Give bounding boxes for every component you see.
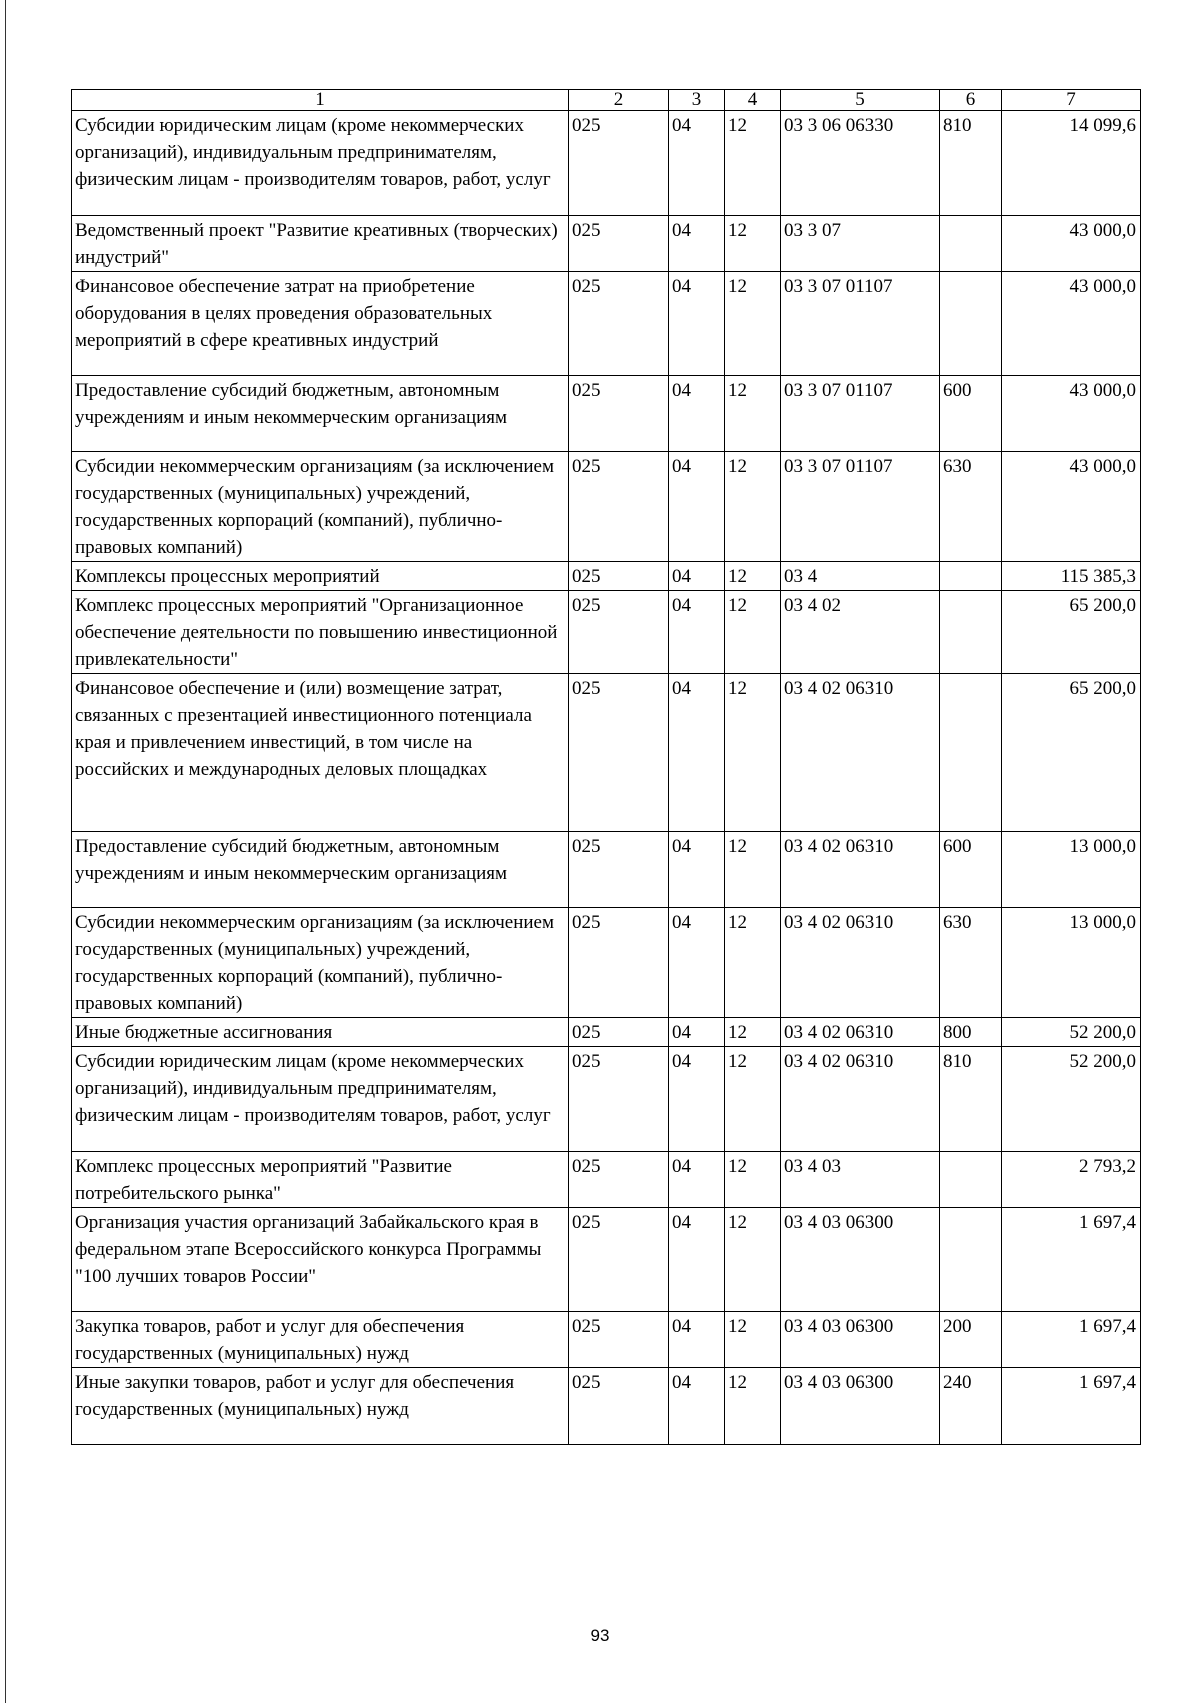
row-name-cell: Организация участия организаций Забайкальского края в федеральном этапе Всероссийского конкурса Программы "100 лучших товаров России" <box>72 1208 569 1312</box>
table-row <box>72 562 1141 591</box>
col4-cell: 12 <box>725 111 781 216</box>
col3-cell: 04 <box>669 216 725 272</box>
row-name-cell: Ведомственный проект "Развитие креативных (творческих) индустрий" <box>72 216 569 272</box>
col3-cell: 04 <box>669 376 725 452</box>
row-name-cell: Финансовое обеспечение затрат на приобретение оборудования в целях проведения образовательных мероприятий в сфере креативных индустрий <box>72 272 569 376</box>
row-name-cell: Комплекс процессных мероприятий "Развитие потребительского рынка" <box>72 1152 569 1208</box>
table-row <box>72 1152 1141 1208</box>
col4-cell: 12 <box>725 674 781 832</box>
row-name-cell: Иные закупки товаров, работ и услуг для обеспечения государственных (муниципальных) нужд <box>72 1368 569 1445</box>
col6-cell: 240 <box>940 1368 1002 1445</box>
amount-cell: 43 000,0 <box>1002 452 1141 562</box>
row-name-cell: Субсидии некоммерческим организациям (за исключением государственных (муниципальных) учреждений, государственных корпораций (компаний), публично-правовых компаний) <box>72 908 569 1018</box>
col4-cell: 12 <box>725 272 781 376</box>
col2-cell: 025 <box>569 1047 669 1152</box>
amount-cell: 1 697,4 <box>1002 1208 1141 1312</box>
row-name-cell: Комплексы процессных мероприятий <box>72 562 569 591</box>
code-cell: 03 4 02 06310 <box>781 1018 940 1047</box>
col6-cell: 810 <box>940 111 1002 216</box>
amount-cell: 52 200,0 <box>1002 1047 1141 1152</box>
col3-cell: 04 <box>669 908 725 1018</box>
column-header: 5 <box>781 90 940 111</box>
col3-cell: 04 <box>669 452 725 562</box>
column-header: 3 <box>669 90 725 111</box>
col3-cell: 04 <box>669 1208 725 1312</box>
col4-cell: 12 <box>725 1208 781 1312</box>
column-header: 2 <box>569 90 669 111</box>
code-cell: 03 3 07 01107 <box>781 452 940 562</box>
col6-cell <box>940 1208 1002 1312</box>
col2-cell: 025 <box>569 272 669 376</box>
table-row <box>72 832 1141 908</box>
col3-cell: 04 <box>669 111 725 216</box>
code-cell: 03 4 03 06300 <box>781 1368 940 1445</box>
col3-cell: 04 <box>669 1312 725 1368</box>
col2-cell: 025 <box>569 1368 669 1445</box>
code-cell: 03 3 06 06330 <box>781 111 940 216</box>
col2-cell: 025 <box>569 216 669 272</box>
col3-cell: 04 <box>669 1018 725 1047</box>
col2-cell: 025 <box>569 908 669 1018</box>
binding-margin-line <box>5 0 6 1703</box>
col6-cell: 200 <box>940 1312 1002 1368</box>
col6-cell: 630 <box>940 452 1002 562</box>
column-header: 4 <box>725 90 781 111</box>
column-header: 7 <box>1002 90 1141 111</box>
col6-cell: 630 <box>940 908 1002 1018</box>
col6-cell: 600 <box>940 376 1002 452</box>
col6-cell: 600 <box>940 832 1002 908</box>
row-name-cell: Финансовое обеспечение и (или) возмещение затрат, связанных с презентацией инвестиционного потенциала края и привлечением инвестиций, в том числе на российских и международных деловых площадках <box>72 674 569 832</box>
amount-cell: 1 697,4 <box>1002 1312 1141 1368</box>
amount-cell: 13 000,0 <box>1002 832 1141 908</box>
table-row <box>72 591 1141 674</box>
code-cell: 03 4 03 06300 <box>781 1312 940 1368</box>
col4-cell: 12 <box>725 591 781 674</box>
row-name-cell: Закупка товаров, работ и услуг для обеспечения государственных (муниципальных) нужд <box>72 1312 569 1368</box>
row-name-cell: Иные бюджетные ассигнования <box>72 1018 569 1047</box>
col6-cell <box>940 272 1002 376</box>
column-header: 1 <box>72 90 569 111</box>
col3-cell: 04 <box>669 562 725 591</box>
code-cell: 03 4 <box>781 562 940 591</box>
table-row <box>72 674 1141 832</box>
col2-cell: 025 <box>569 562 669 591</box>
code-cell: 03 3 07 01107 <box>781 272 940 376</box>
amount-cell: 115 385,3 <box>1002 562 1141 591</box>
col4-cell: 12 <box>725 1047 781 1152</box>
table-row <box>72 1047 1141 1152</box>
col2-cell: 025 <box>569 1312 669 1368</box>
table-body <box>72 111 1141 1445</box>
col2-cell: 025 <box>569 1018 669 1047</box>
col3-cell: 04 <box>669 674 725 832</box>
table-row <box>72 376 1141 452</box>
amount-cell: 65 200,0 <box>1002 591 1141 674</box>
amount-cell: 14 099,6 <box>1002 111 1141 216</box>
code-cell: 03 4 03 <box>781 1152 940 1208</box>
column-header: 6 <box>940 90 1002 111</box>
col6-cell: 800 <box>940 1018 1002 1047</box>
col2-cell: 025 <box>569 674 669 832</box>
col4-cell: 12 <box>725 1312 781 1368</box>
col4-cell: 12 <box>725 1018 781 1047</box>
row-name-cell: Комплекс процессных мероприятий "Организационное обеспечение деятельности по повышению инвестиционной привлекательности" <box>72 591 569 674</box>
row-name-cell: Субсидии некоммерческим организациям (за исключением государственных (муниципальных) учреждений, государственных корпораций (компаний), публично-правовых компаний) <box>72 452 569 562</box>
row-name-cell: Предоставление субсидий бюджетным, автономным учреждениям и иным некоммерческим организациям <box>72 832 569 908</box>
table-row <box>72 216 1141 272</box>
col4-cell: 12 <box>725 452 781 562</box>
table-row <box>72 111 1141 216</box>
code-cell: 03 4 02 06310 <box>781 832 940 908</box>
col2-cell: 025 <box>569 832 669 908</box>
col4-cell: 12 <box>725 832 781 908</box>
amount-cell: 43 000,0 <box>1002 376 1141 452</box>
col2-cell: 025 <box>569 591 669 674</box>
row-name-cell: Субсидии юридическим лицам (кроме некоммерческих организаций), индивидуальным предпринимателям, физическим лицам - производителям товаров, работ, услуг <box>72 1047 569 1152</box>
col2-cell: 025 <box>569 111 669 216</box>
col2-cell: 025 <box>569 452 669 562</box>
col4-cell: 12 <box>725 908 781 1018</box>
amount-cell: 43 000,0 <box>1002 216 1141 272</box>
col4-cell: 12 <box>725 216 781 272</box>
col4-cell: 12 <box>725 562 781 591</box>
col4-cell: 12 <box>725 1368 781 1445</box>
table-row <box>72 272 1141 376</box>
code-cell: 03 4 03 06300 <box>781 1208 940 1312</box>
col3-cell: 04 <box>669 272 725 376</box>
col6-cell <box>940 216 1002 272</box>
page-number: 93 <box>590 1626 610 1645</box>
col3-cell: 04 <box>669 591 725 674</box>
col6-cell <box>940 1152 1002 1208</box>
col3-cell: 04 <box>669 1047 725 1152</box>
amount-cell: 2 793,2 <box>1002 1152 1141 1208</box>
col6-cell <box>940 674 1002 832</box>
row-name-cell: Предоставление субсидий бюджетным, автономным учреждениям и иным некоммерческим организациям <box>72 376 569 452</box>
table-row <box>72 1368 1141 1445</box>
amount-cell: 65 200,0 <box>1002 674 1141 832</box>
column-number-row <box>72 90 1141 111</box>
col2-cell: 025 <box>569 1208 669 1312</box>
col4-cell: 12 <box>725 1152 781 1208</box>
amount-cell: 52 200,0 <box>1002 1018 1141 1047</box>
col3-cell: 04 <box>669 1368 725 1445</box>
row-name-cell: Субсидии юридическим лицам (кроме некоммерческих организаций), индивидуальным предпринимателям, физическим лицам - производителям товаров, работ, услуг <box>72 111 569 216</box>
col6-cell: 810 <box>940 1047 1002 1152</box>
amount-cell: 43 000,0 <box>1002 272 1141 376</box>
code-cell: 03 4 02 <box>781 591 940 674</box>
code-cell: 03 4 02 06310 <box>781 674 940 832</box>
col3-cell: 04 <box>669 1152 725 1208</box>
table-row <box>72 1208 1141 1312</box>
table-row <box>72 1018 1141 1047</box>
col2-cell: 025 <box>569 376 669 452</box>
code-cell: 03 4 02 06310 <box>781 1047 940 1152</box>
code-cell: 03 4 02 06310 <box>781 908 940 1018</box>
col6-cell <box>940 562 1002 591</box>
code-cell: 03 3 07 <box>781 216 940 272</box>
col2-cell: 025 <box>569 1152 669 1208</box>
amount-cell: 1 697,4 <box>1002 1368 1141 1445</box>
col3-cell: 04 <box>669 832 725 908</box>
table-row <box>72 908 1141 1018</box>
table-row <box>72 1312 1141 1368</box>
col6-cell <box>940 591 1002 674</box>
code-cell: 03 3 07 01107 <box>781 376 940 452</box>
col4-cell: 12 <box>725 376 781 452</box>
table-row <box>72 452 1141 562</box>
budget-table <box>71 89 1141 1445</box>
amount-cell: 13 000,0 <box>1002 908 1141 1018</box>
